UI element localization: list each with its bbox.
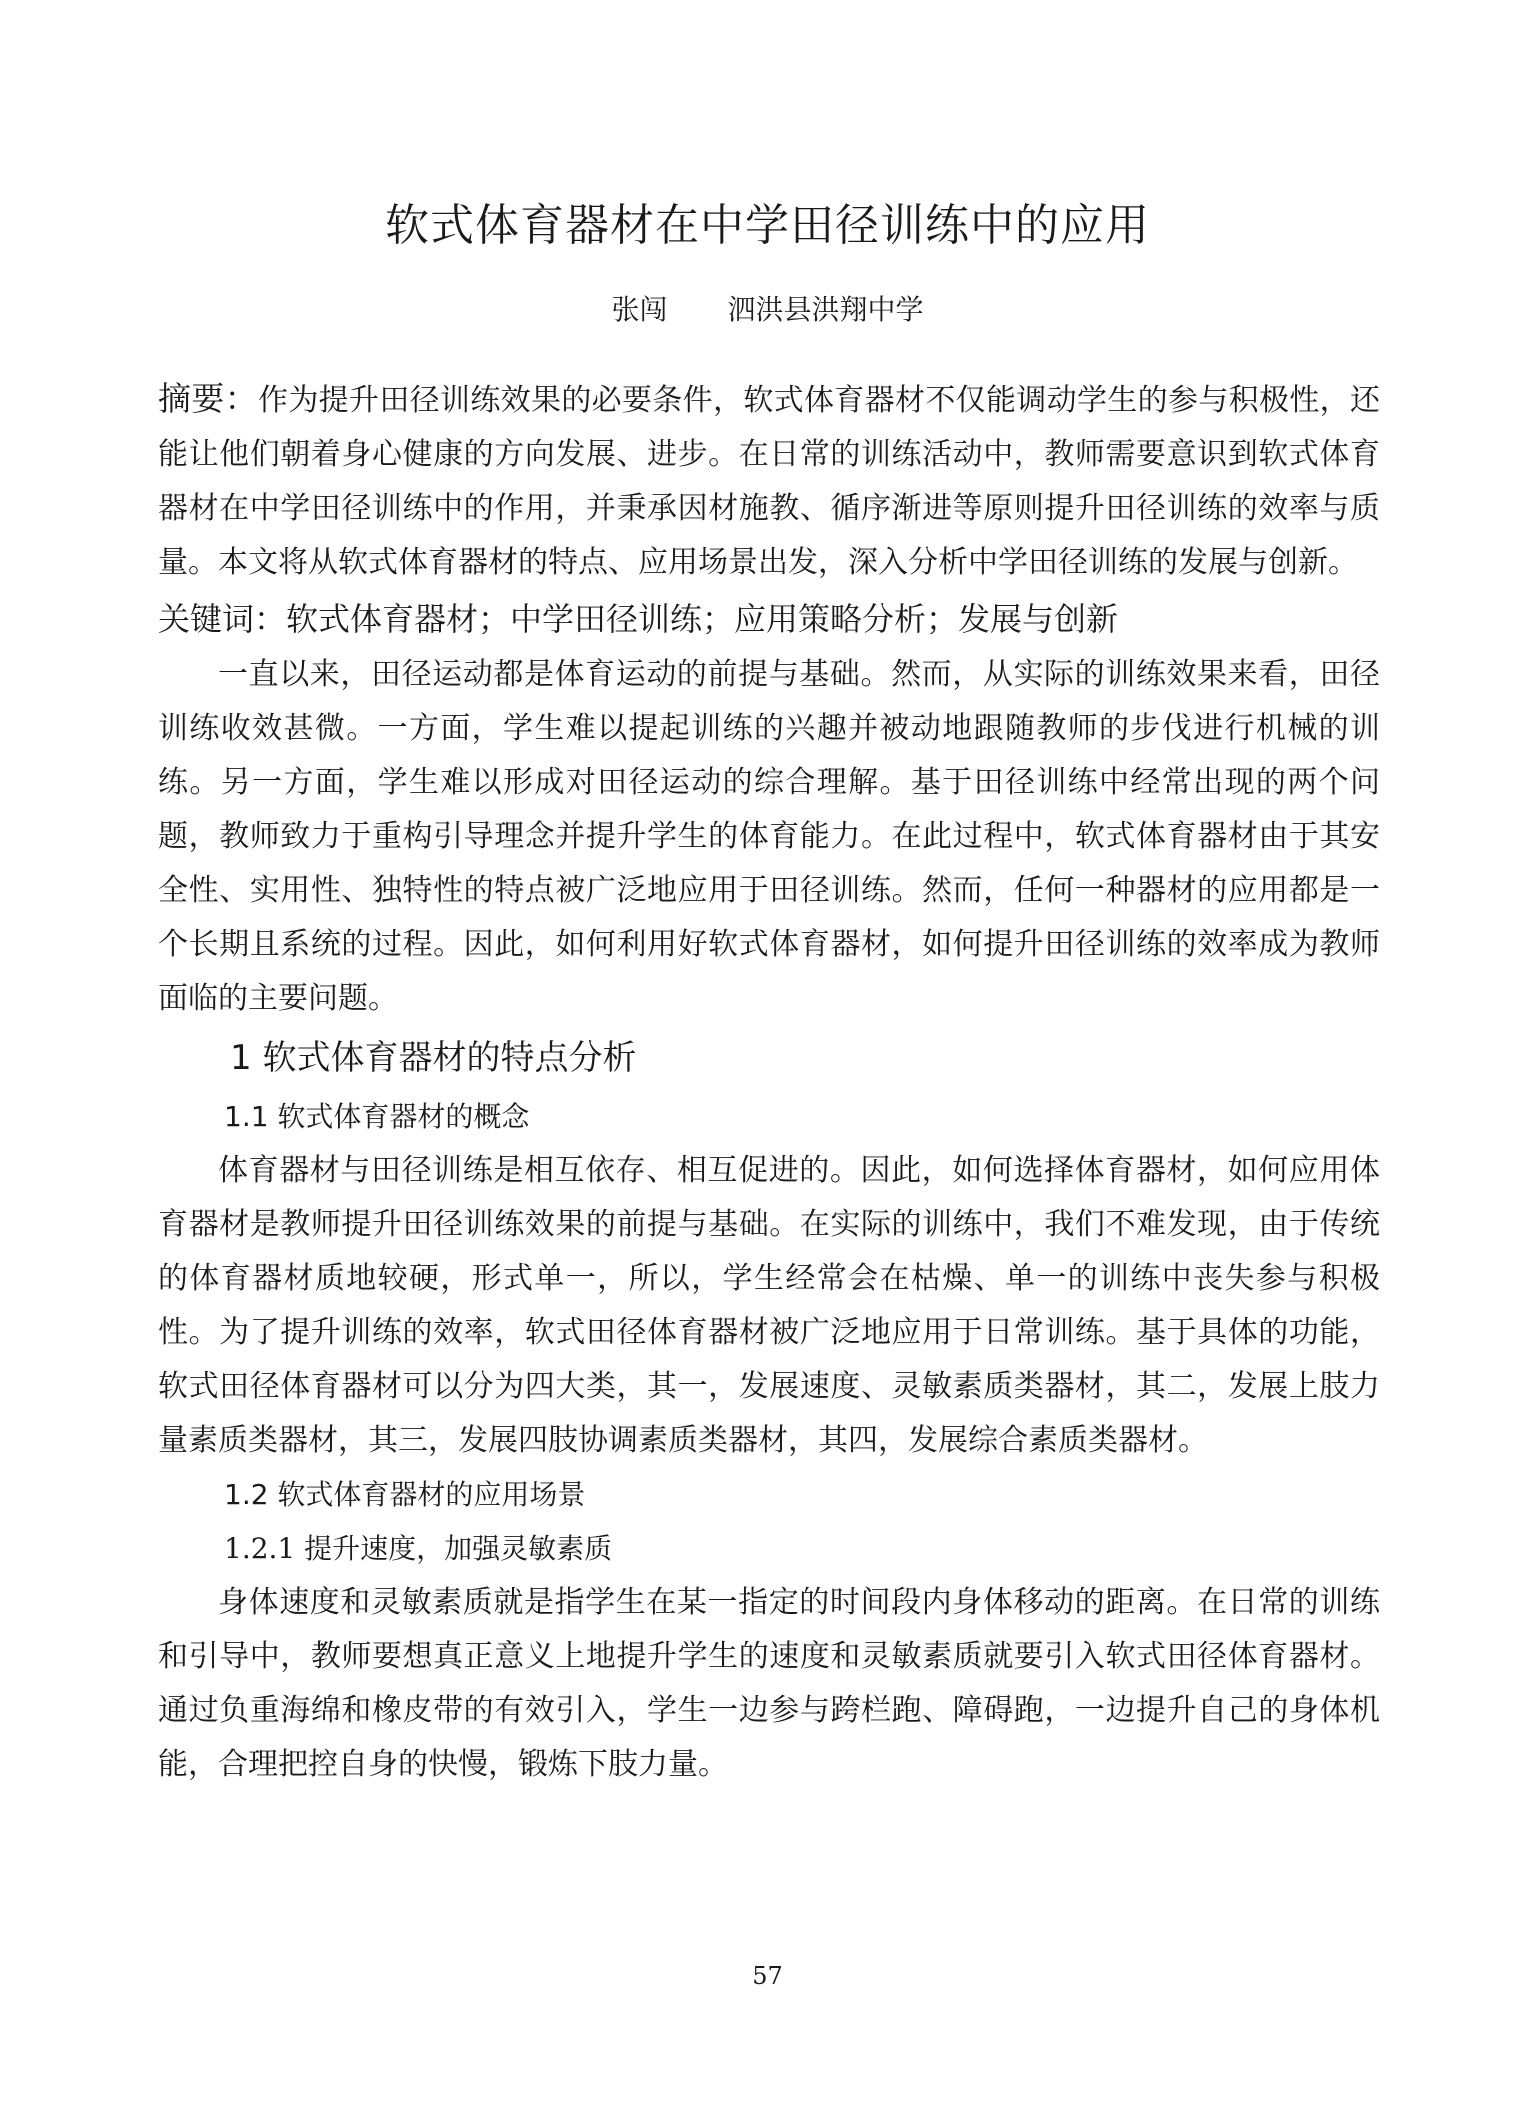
author-name: 张闯 [611, 293, 668, 326]
section-1-heading: 1 软式体育器材的特点分析 [230, 1038, 637, 1078]
section-1-2-heading: 1.2 软式体育器材的应用场景 [224, 1478, 586, 1511]
paper-body [158, 372, 1380, 1792]
section-1-2-1-heading: 1.2.1 提升速度，加强灵敏素质 [224, 1532, 613, 1565]
intro-paragraph: 一直以来，田径运动都是体育运动的前提与基础。然而，从实际的训练效果来看，田径训练收效甚微。一方面，学生难以提起训练的兴趣并被动地跟随教师的步伐进行机械的训练。另一方面，学生难以形成对田径运动的综合理解。基于田径训练中经常出现的两个问题，教师致力于重构引导理念并提升学生的体育能力。在此过程中，软式体育器材由于其安全性、实用性、独特性的特点被广泛地应用于田径训练。然而，任何一种器材的应用都是一个长期且系统的过程。因此，如何利用好软式体育器材，如何提升田径训练的效率成为教师面临的主要问题。 [158, 657, 1380, 1016]
abstract-label: 摘要： [158, 379, 258, 418]
author-affiliation: 泗洪县洪翔中学 [727, 293, 924, 326]
author-line [0, 290, 1535, 330]
keywords-line: 关键词：软式体育器材；中学田径训练；应用策略分析；发展与创新 [158, 600, 1119, 638]
section-1-1-heading: 1.1 软式体育器材的概念 [224, 1100, 530, 1133]
section-1-1-paragraph: 体育器材与田径训练是相互依存、相互促进的。因此，如何选择体育器材，如何应用体育器材是教师提升田径训练效果的前提与基础。在实际的训练中，我们不难发现，由于传统的体育器材质地较硬，形式单一，所以，学生经常会在枯燥、单一的训练中丧失参与积极性。为了提升训练的效率，软式田径体育器材被广泛地应用于日常训练。基于具体的功能，软式田径体育器材可以分为四大类，其一，发展速度、灵敏素质类器材，其二，发展上肢力量素质类器材，其三，发展四肢协调素质类器材，其四，发展综合素质类器材。 [158, 1153, 1380, 1458]
section-1-2-1-paragraph: 身体速度和灵敏素质就是指学生在某一指定的时间段内身体移动的距离。在日常的训练和引导中，教师要想真正意义上地提升学生的速度和灵敏素质就要引入软式田径体育器材。通过负重海绵和橡皮带的有效引入，学生一边参与跨栏跑、障碍跑，一边提升自己的身体机能，合理把控自身的快慢，锻炼下肢力量。 [158, 1585, 1380, 1782]
page-number: 57 [752, 1962, 783, 1990]
abstract-paragraph [158, 372, 1380, 590]
abstract-text: 作为提升田径训练效果的必要条件，软式体育器材不仅能调动学生的参与积极性，还能让他们朝着身心健康的方向发展、进步。在日常的训练活动中，教师需要意识到软式体育器材在中学田径训练中的作用，并秉承因材施教、循序渐进等原则提升田径训练的效率与质量。本文将从软式体育器材的特点、应用场景出发，深入分析中学田径训练的发展与创新。 [158, 383, 1380, 580]
paper-title: 软式体育器材在中学田径训练中的应用 [385, 200, 1150, 251]
